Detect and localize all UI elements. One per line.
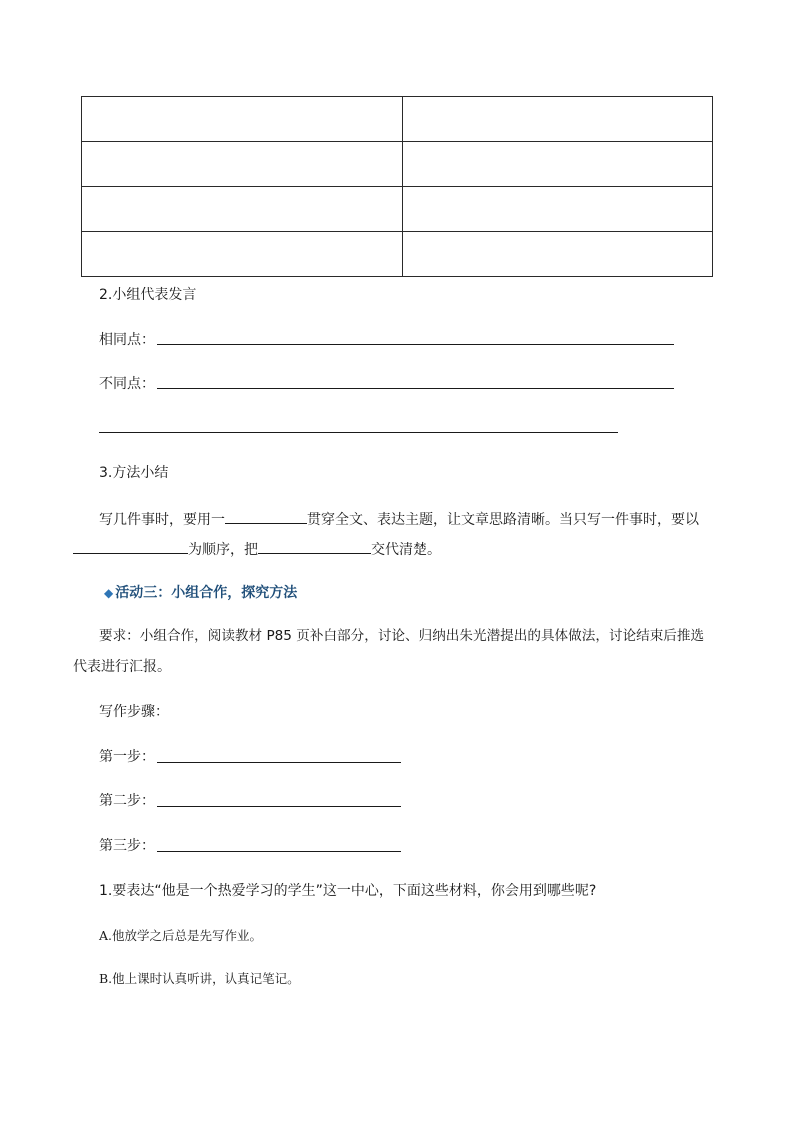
requirement-line-2: 代表进行汇报。 [73,659,171,675]
table-row [82,232,713,277]
section2-title: 2.小组代表发言 [99,287,197,303]
fill-blank[interactable] [225,509,307,524]
extra-answer-blank[interactable] [99,432,618,433]
summary-line-1 [99,509,699,529]
table-row [82,142,713,187]
table-row [82,97,713,142]
requirement-line-1: 要求：小组合作，阅读教材 P85 页补白部分，讨论、归纳出朱光潜提出的具体做法，讨论结束后推选 [99,628,705,644]
activity3-heading [104,582,297,602]
summary-text: 交代清楚。 [371,542,441,558]
step2-label: 第二步： [99,793,155,809]
table-cell[interactable] [82,187,403,232]
question1-text: 1.要表达“他是一个热爱学习的学生”这一中心，下面这些材料，你会用到哪些呢? [99,883,597,899]
activity3-title: 活动三：小组合作，探究方法 [115,585,298,601]
step3-label: 第三步： [99,838,155,854]
summary-text: 贯穿全文、表达主题，让文章思路清晰。当只写一件事时，要以 [307,512,699,528]
fill-blank[interactable] [73,539,188,554]
diamond-bullet-icon: ◆ [104,586,114,600]
table-cell[interactable] [403,187,713,232]
diff-points-blank[interactable] [157,388,674,389]
option-b: B.他上课时认真听讲，认真记笔记。 [99,971,300,986]
table-cell[interactable] [403,142,713,187]
fill-blank[interactable] [258,539,371,554]
writing-steps-title: 写作步骤： [99,704,169,720]
diff-points-label: 不同点： [99,376,155,392]
table-cell[interactable] [82,142,403,187]
step1-label: 第一步： [99,749,155,765]
step2-blank[interactable] [157,806,401,807]
table-row [82,187,713,232]
section3-title: 3.方法小结 [99,465,169,481]
table-cell[interactable] [403,232,713,277]
step1-blank[interactable] [157,762,401,763]
same-points-blank[interactable] [157,344,674,345]
table-cell[interactable] [82,232,403,277]
step3-blank[interactable] [157,851,401,852]
same-points-label: 相同点： [99,332,155,348]
option-a: A.他放学之后总是先写作业。 [99,928,263,943]
summary-text: 写几件事时，要用一 [99,512,225,528]
summary-line-2 [73,539,441,559]
table-cell[interactable] [82,97,403,142]
summary-text: 为顺序，把 [188,542,258,558]
answer-table [81,96,713,277]
table-cell[interactable] [403,97,713,142]
